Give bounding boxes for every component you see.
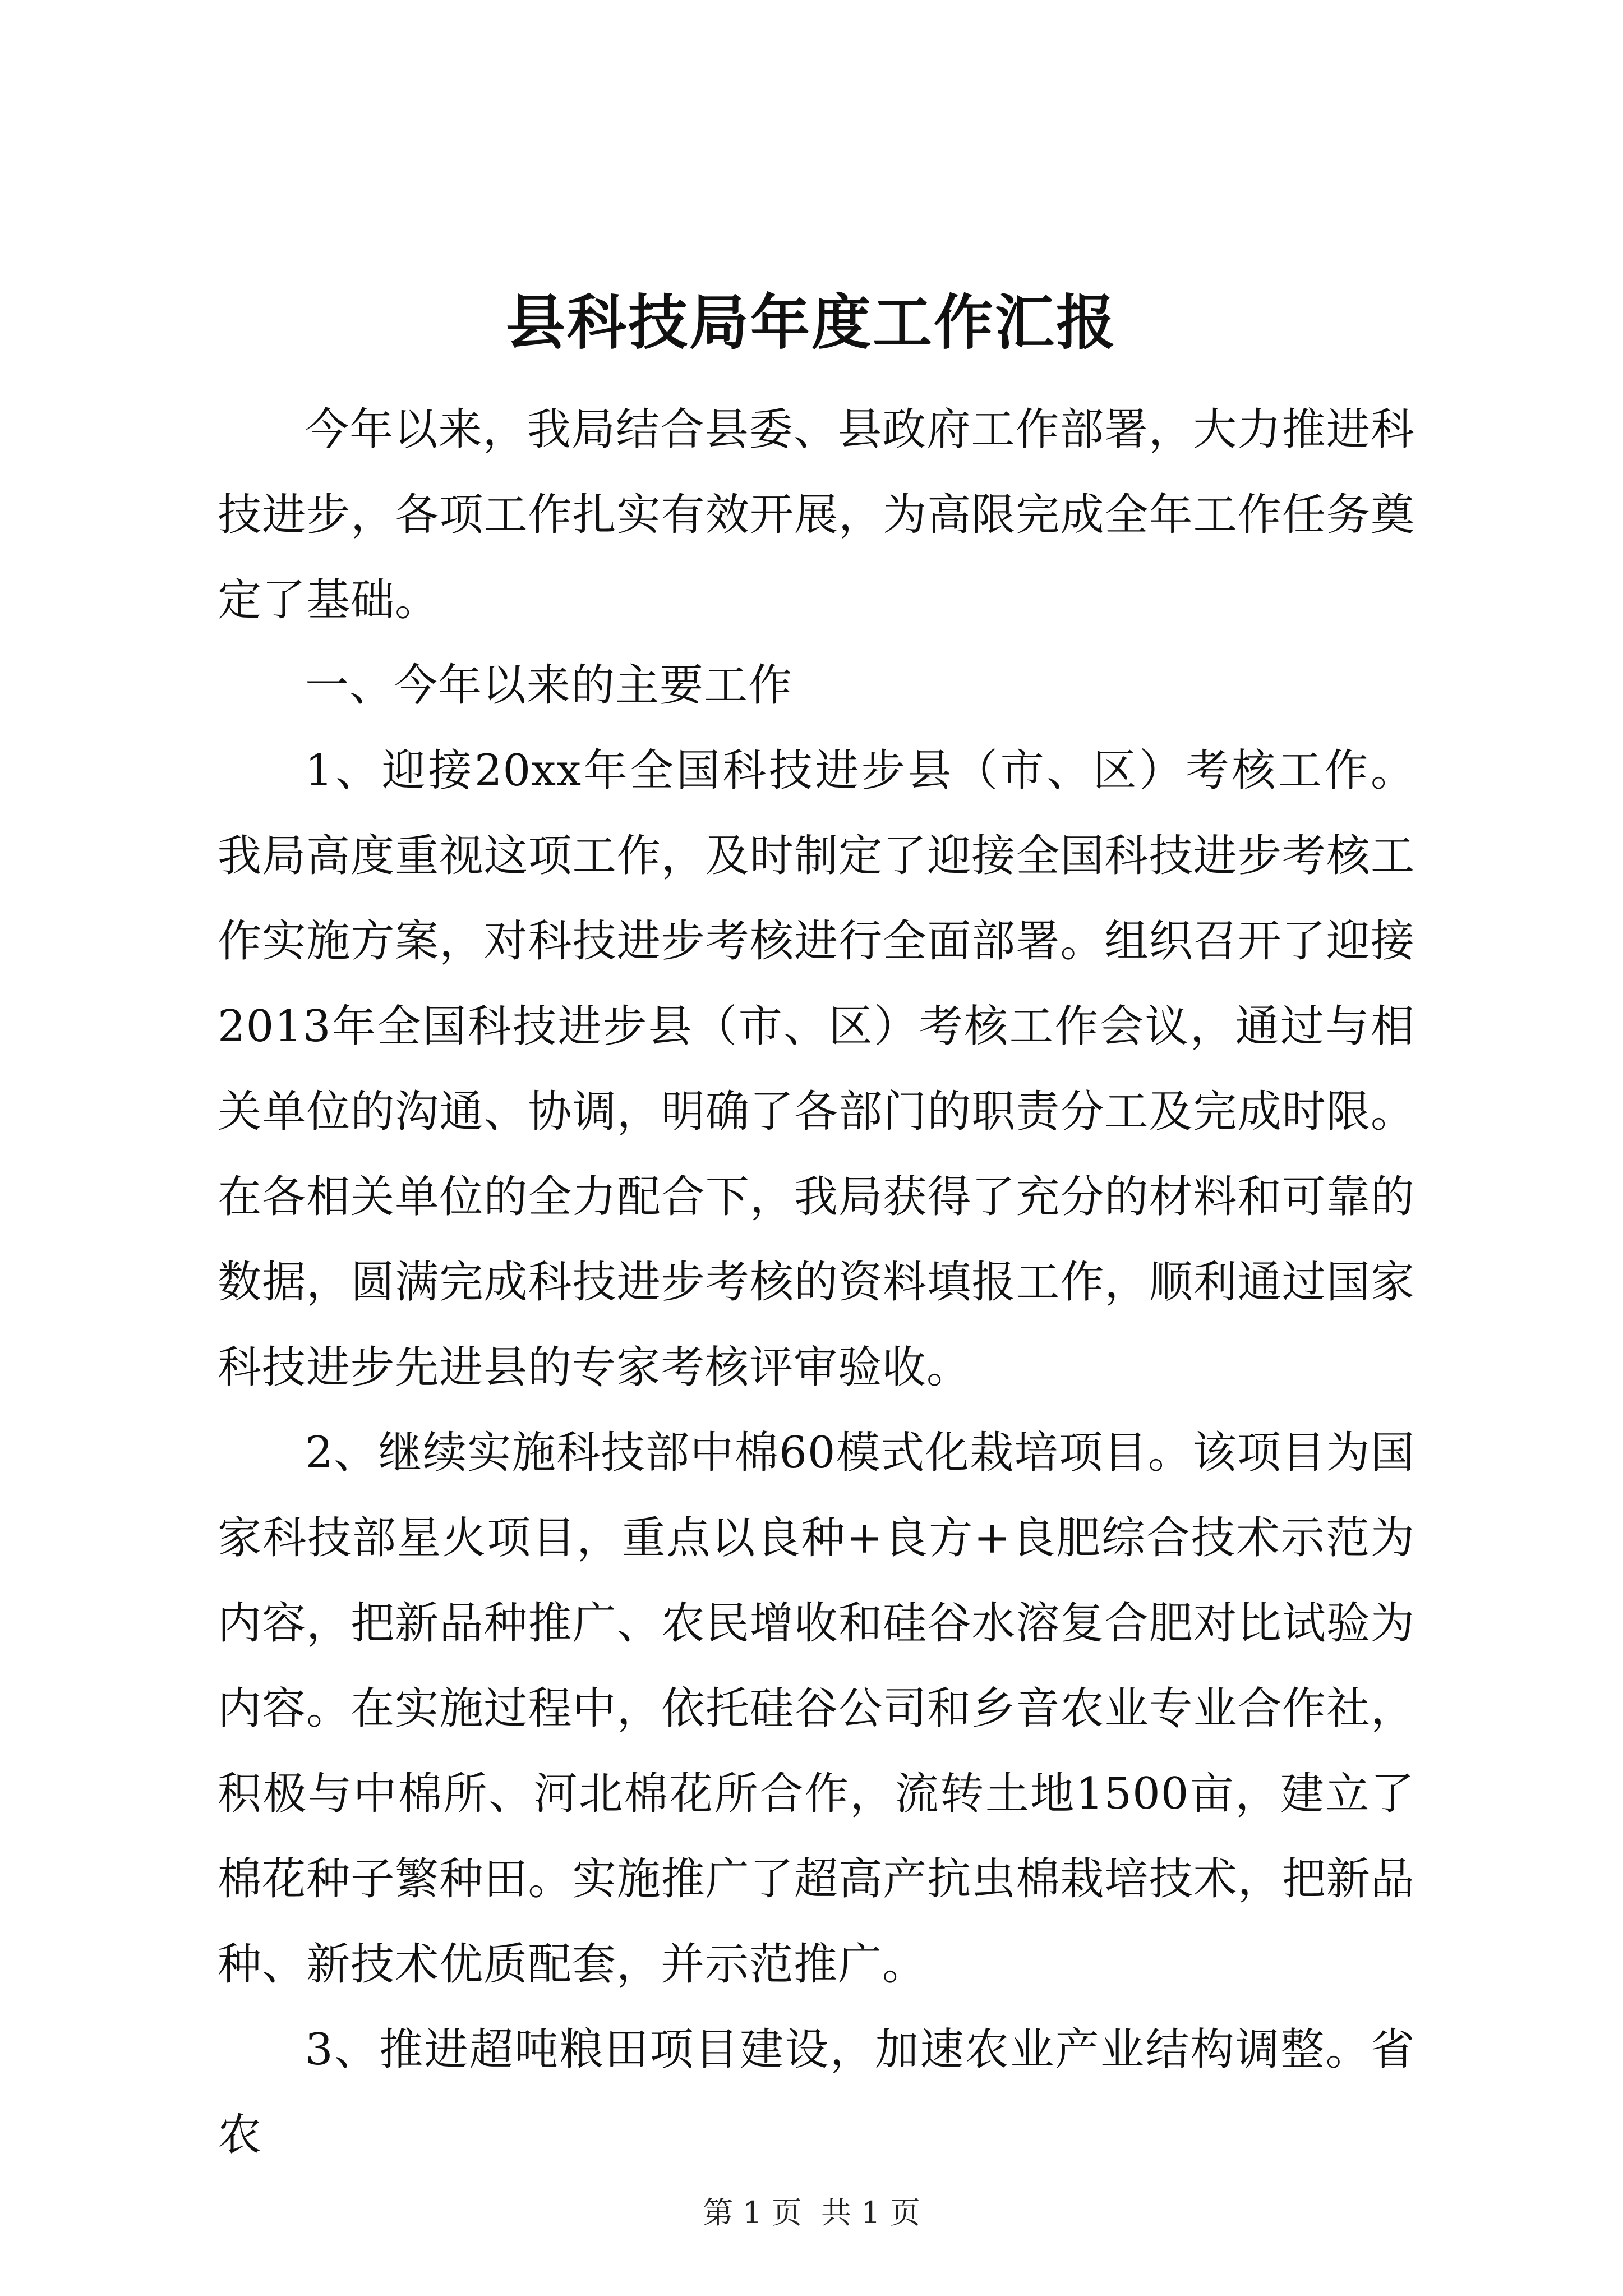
footer-separator bbox=[802, 2195, 821, 2230]
page-footer bbox=[0, 2191, 1623, 2235]
page-number: 第 1 页 bbox=[703, 2195, 802, 2230]
page-total: 共 1 页 bbox=[821, 2195, 920, 2230]
document-body bbox=[218, 387, 1415, 2178]
item-paragraph-3: 3、推进超吨粮田项目建设，加速农业产业结构调整。省农 bbox=[218, 2024, 1415, 2160]
intro-paragraph: 今年以来，我局结合县委、县政府工作部署，大力推进科技进步，各项工作扎实有效开展，为高限完成全年工作任务奠定了基础。 bbox=[218, 404, 1415, 625]
document-title: 县科技局年度工作汇报 bbox=[506, 287, 1117, 357]
section-heading: 一、今年以来的主要工作 bbox=[305, 660, 793, 711]
item-paragraph-2: 2、继续实施科技部中棉60模式化栽培项目。该项目为国家科技部星火项目，重点以良种+良方+良肥综合技术示范为内容，把新品种推广、农民增收和硅谷水溶复合肥对比试验为内容。在实施过程中，依托硅谷公司和乡音农业专业合作社，积极与中棉所、河北棉花所合作，流转土地1500亩，建立了棉花种子繁种田。实施推广了超高产抗虫棉栽培技术，把新品种、新技术优质配套，并示范推广。 bbox=[218, 1428, 1415, 1990]
item-paragraph-1: 1、迎接20xx年全国科技进步县（市、区）考核工作。我局高度重视这项工作，及时制定了迎接全国科技进步考核工作实施方案，对科技进步考核进行全面部署。组织召开了迎接2013年全国科技进步县（市、区）考核工作会议，通过与相关单位的沟通、协调，明确了各部门的职责分工及完成时限。在各相关单位的全力配合下，我局获得了充分的材料和可靠的数据，圆满完成科技进步考核的资料填报工作，顺利通过国家科技进步先进县的专家考核评审验收。 bbox=[218, 746, 1415, 1393]
